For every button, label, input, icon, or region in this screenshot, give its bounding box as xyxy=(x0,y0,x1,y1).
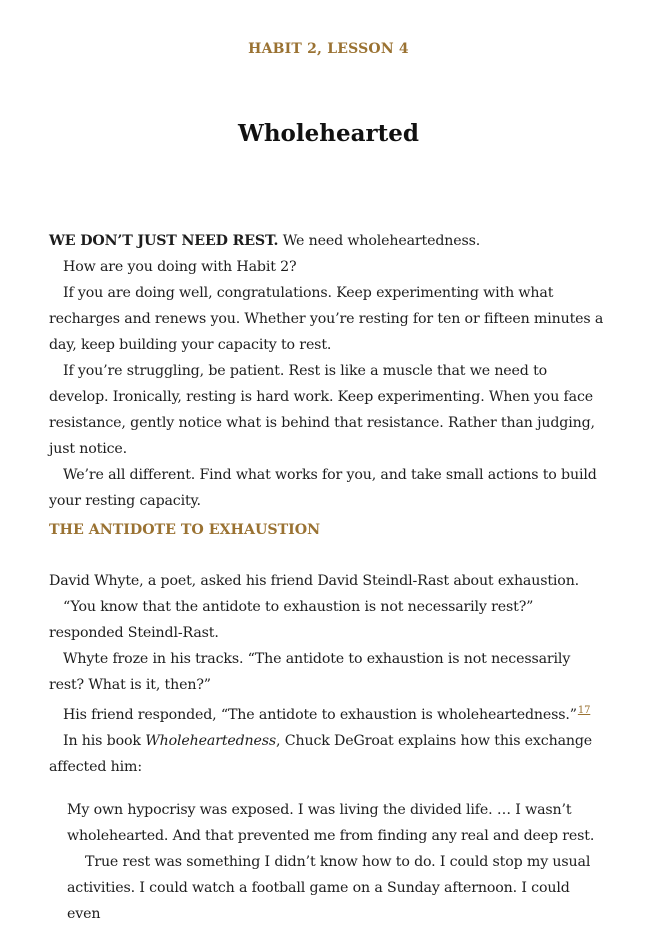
section-paragraph-4-text: His friend responded, “The antidote to exhaustion is wholeheartedness.” xyxy=(63,707,577,723)
section-paragraph-5-before: In his book xyxy=(63,733,146,749)
section-paragraph-2: “You know that the antidote to exhaustion is not necessarily rest?” responded Steindl-Rast. xyxy=(49,599,534,641)
quote-paragraph-1: My own hypocrisy was exposed. I was living the divided life. … I wasn’t wholehearted. And that prevented me from finding any real and deep rest. xyxy=(67,802,595,844)
intro-paragraph-2: How are you doing with Habit 2? xyxy=(63,259,297,275)
book-title: Wholeheartedness xyxy=(145,733,277,749)
footnote-link[interactable]: 17 xyxy=(577,705,591,716)
section-paragraph-3: Whyte froze in his tracks. “The antidote to exhaustion is not necessarily rest? What is it, then?” xyxy=(49,651,571,693)
section-paragraph-1: David Whyte, a poet, asked his friend David Steindl-Rast about exhaustion. xyxy=(49,573,580,589)
section-body xyxy=(49,568,609,780)
section-paragraph-4 xyxy=(49,698,609,728)
lesson-kicker: HABIT 2, LESSON 4 xyxy=(248,41,409,57)
section-heading: THE ANTIDOTE TO EXHAUSTION xyxy=(49,522,321,538)
block-quote xyxy=(67,797,602,927)
lead-in-rest: We need wholeheartedness. xyxy=(278,233,481,249)
section-paragraph-5 xyxy=(49,728,609,780)
section-paragraph-5-after: , Chuck DeGroat explains how this exchange affected him: xyxy=(49,733,593,775)
intro-paragraph-3: If you are doing well, congratulations. Keep experimenting with what recharges and renews you. Whether you’re resting for ten or fifteen minutes a day, keep building your capacity to rest. xyxy=(49,285,604,353)
quote-paragraph-2: True rest was something I didn’t know how to do. I could stop my usual activities. I could watch a football game on a Sunday afternoon. I could even xyxy=(67,854,591,922)
lead-in-caps: WE DON’T JUST NEED REST. xyxy=(49,233,279,249)
intro-paragraph-1 xyxy=(49,228,609,254)
page-title: Wholehearted xyxy=(238,120,419,147)
intro-paragraph-5: We’re all different. Find what works for you, and take small actions to build your resting capacity. xyxy=(49,467,597,509)
intro-body xyxy=(49,228,609,514)
intro-paragraph-4: If you’re struggling, be patient. Rest is like a muscle that we need to develop. Ironically, resting is hard work. Keep experimenting. When you face resistance, gently notice what is behind that resistance. Rather than judging, just notice. xyxy=(49,363,595,457)
